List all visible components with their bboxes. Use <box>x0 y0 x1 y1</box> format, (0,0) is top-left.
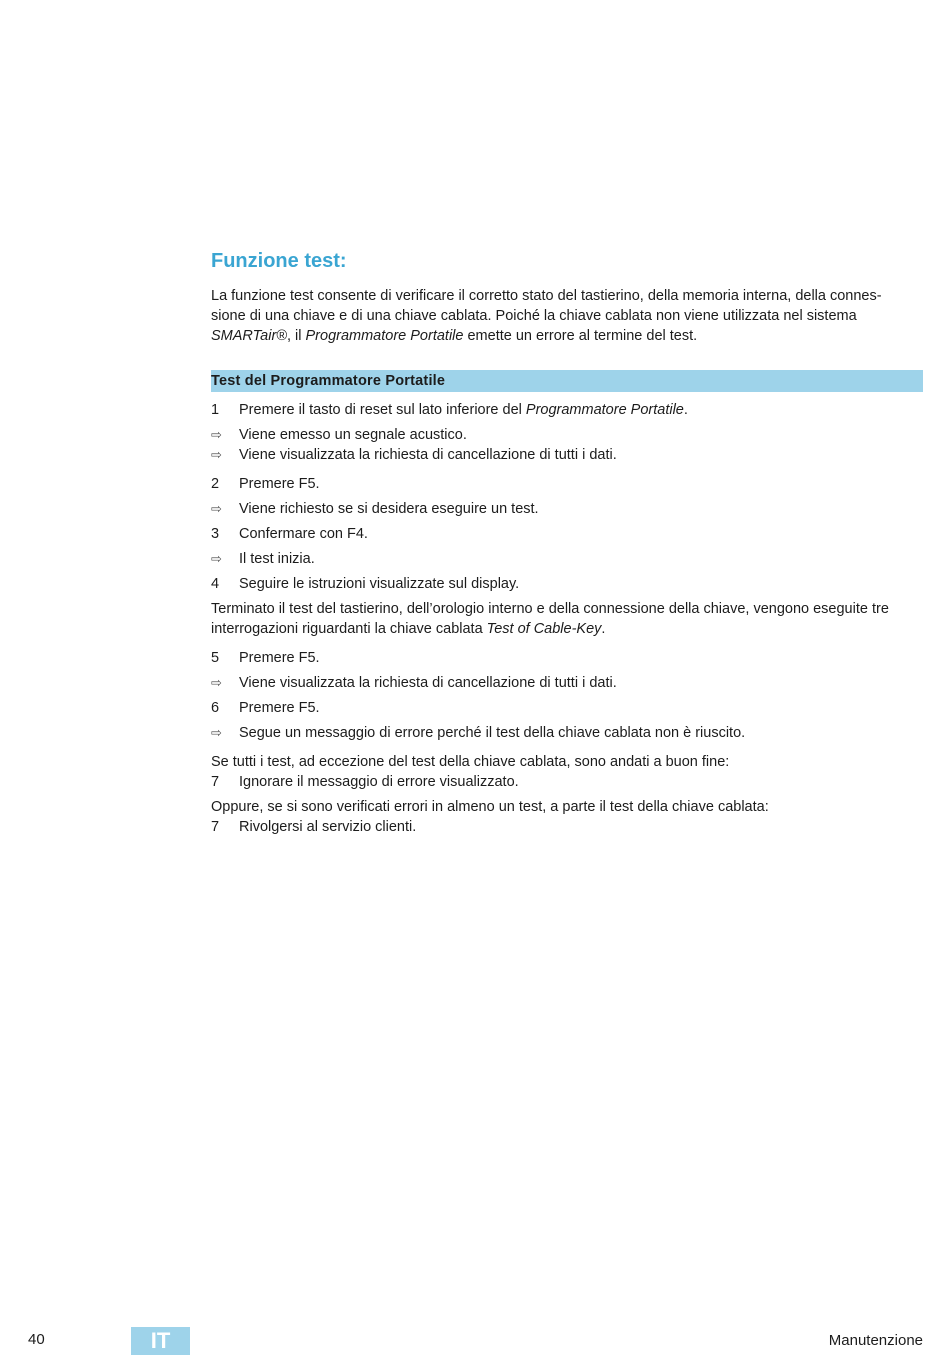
step-number: 4 <box>211 576 220 592</box>
step-number: 1 <box>211 402 220 418</box>
step-text: Rivolgersi al servizio clienti. <box>239 819 417 835</box>
step-number: 7 <box>211 819 220 835</box>
result-text: Il test inizia. <box>239 551 315 567</box>
step-text <box>239 400 688 420</box>
step-7 <box>211 772 923 792</box>
device-name: Programmatore Portatile <box>305 328 464 344</box>
step-5 <box>211 648 923 668</box>
intro-text: , il <box>286 328 306 344</box>
info-line: Terminato il test del tastierino, dell’orologio interno e della connessione della chiave, vengono eseguite tre <box>211 601 889 617</box>
info-line <box>211 619 923 639</box>
info-text: interrogazioni riguardanti la chiave cablata <box>211 621 487 637</box>
arrow-right-icon: ⇨ <box>211 551 222 566</box>
step-text-part: . <box>683 402 688 418</box>
section-name: Manutenzione <box>828 1332 923 1349</box>
step-text: Confermare con F4. <box>239 526 368 542</box>
intro-line-2: sione di una chiave e di una chiave cablata. Poiché la chiave cablata non viene utilizzata nel sistema <box>211 308 857 324</box>
condition-paragraph: Oppure, se si sono verificati errori in almeno un test, a parte il test della chiave cablata: <box>211 799 769 815</box>
step-text: Ignorare il messaggio di errore visualizzato. <box>239 774 519 790</box>
step-number: 3 <box>211 526 220 542</box>
arrow-right-icon: ⇨ <box>211 725 222 740</box>
result-item <box>211 549 923 569</box>
info-text: . <box>601 621 606 637</box>
section-header: Test del Programmatore Portatile <box>211 370 923 392</box>
step-text: Premere F5. <box>239 476 320 492</box>
step-3 <box>211 524 923 544</box>
intro-paragraph <box>211 286 923 346</box>
step-7-alt <box>211 817 923 837</box>
test-name: Test of Cable-Key <box>486 621 602 637</box>
page-number: 40 <box>28 1331 45 1348</box>
arrow-right-icon: ⇨ <box>211 447 222 462</box>
step-4 <box>211 574 923 594</box>
step-number: 2 <box>211 476 220 492</box>
result-text: Viene richiesto se si desidera eseguire un test. <box>239 501 539 517</box>
step-number: 6 <box>211 700 220 716</box>
step-text: Premere F5. <box>239 650 320 666</box>
document-page <box>211 248 923 837</box>
device-name: Programmatore Portatile <box>525 402 684 418</box>
page-title: Funzione test: <box>211 250 347 272</box>
intro-text: emette un errore al termine del test. <box>463 328 698 344</box>
result-text: Viene emesso un segnale acustico. <box>239 427 467 443</box>
step-text: Seguire le istruzioni visualizzate sul display. <box>239 576 520 592</box>
result-text: Viene visualizzata la richiesta di cancellazione di tutti i dati. <box>239 447 617 463</box>
step-text: Premere F5. <box>239 700 320 716</box>
step-2 <box>211 474 923 494</box>
step-6 <box>211 698 923 718</box>
info-paragraph <box>211 599 923 639</box>
brand-name: SMARTair® <box>211 328 287 344</box>
result-item <box>211 425 923 445</box>
intro-line-1: La funzione test consente di verificare il corretto stato del tastierino, della memoria interna, della connes- <box>211 288 882 304</box>
result-item <box>211 673 923 693</box>
result-item <box>211 499 923 519</box>
arrow-right-icon: ⇨ <box>211 501 222 516</box>
step-1 <box>211 400 923 420</box>
result-text: Segue un messaggio di errore perché il test della chiave cablata non è riuscito. <box>239 725 746 741</box>
arrow-right-icon: ⇨ <box>211 427 222 442</box>
step-number: 5 <box>211 650 220 666</box>
result-text: Viene visualizzata la richiesta di cancellazione di tutti i dati. <box>239 675 617 691</box>
arrow-right-icon: ⇨ <box>211 675 222 690</box>
condition-paragraph: Se tutti i test, ad eccezione del test della chiave cablata, sono andati a buon fine: <box>211 754 730 770</box>
intro-line-3 <box>211 326 923 346</box>
step-text-part: Premere il tasto di reset sul lato inferiore del <box>239 402 526 418</box>
language-badge: IT <box>131 1327 190 1355</box>
step-number: 7 <box>211 774 220 790</box>
result-item <box>211 723 923 743</box>
result-item <box>211 445 923 465</box>
